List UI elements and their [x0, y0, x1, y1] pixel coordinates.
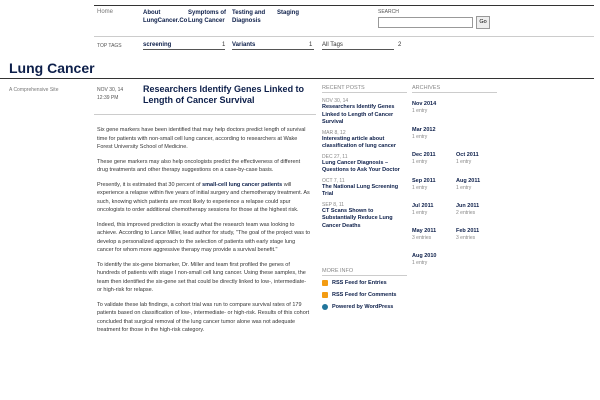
archive-count: 3 entries: [456, 235, 476, 241]
recent-post-date: DEC 27, 11: [322, 153, 348, 160]
archive-month-link[interactable]: Aug 2011: [456, 178, 481, 184]
title-left-rule: [0, 78, 94, 79]
recent-post-item: [322, 154, 407, 175]
search-label: SEARCH: [378, 9, 399, 15]
post-date: [97, 86, 123, 102]
archive-item: [456, 178, 480, 192]
recent-posts-rule: [322, 92, 407, 93]
tag-screening[interactable]: screening: [143, 42, 172, 48]
post-divider: [94, 114, 316, 115]
recent-post-item: [322, 98, 407, 127]
post-paragraph: Indeed, this improved prediction is exactly what the research team was looking to achieve. According to Lance Miller, lead author for study, "The goal of the project was to develop a personalized approach to the selection of patients with early stage lung cancer for whom more aggressive therapy may provide a survival benefit.": [97, 221, 311, 253]
recent-post-item: [322, 130, 407, 151]
archive-item: [412, 203, 433, 217]
archive-count: 1 entry: [412, 185, 428, 191]
archive-item: [456, 203, 479, 217]
recent-post-link[interactable]: The National Lung Screening Trial: [322, 183, 399, 197]
archive-count: 1 entry: [412, 159, 428, 165]
archive-month-link[interactable]: May 2011: [412, 228, 437, 234]
archive-month-link[interactable]: Nov 2014: [412, 101, 437, 107]
archive-item: [456, 228, 479, 242]
more-info-rule: [322, 275, 407, 276]
archive-count: 1 entry: [412, 108, 428, 114]
archive-month-link[interactable]: Mar 2012: [412, 127, 436, 133]
post-paragraph: To validate these lab findings, a cohort trial was run to compare survival rates of 179 patients based on classification of low-, intermediate- or high-risk. Results of this cohort concluded that surgical removal of the lung cancer tumor alone was not adequate treatment for those in the high-risk category.: [97, 301, 310, 333]
post-content: [97, 126, 312, 341]
archive-count: 1 entry: [412, 210, 428, 216]
archive-month-link[interactable]: Sep 2011: [412, 178, 436, 184]
wordpress-icon: [322, 304, 328, 310]
rss-comments-label: RSS Feed for Comments: [332, 292, 397, 298]
wordpress-label: Powered by WordPress: [332, 304, 394, 310]
tag-variants-underline: [232, 49, 314, 50]
archive-month-link[interactable]: Feb 2011: [456, 228, 480, 234]
search-go-button[interactable]: Go: [476, 16, 490, 29]
wordpress-link[interactable]: [322, 304, 393, 310]
nav-home[interactable]: Home: [97, 9, 114, 15]
archive-month-link[interactable]: Aug 2010: [412, 253, 437, 259]
recent-post-date: OCT 7, 11: [322, 177, 345, 184]
header-top-rule: [94, 5, 594, 6]
site-tagline: A Comprehensive Site: [9, 87, 59, 93]
recent-post-item: [322, 202, 407, 231]
post-paragraph: Six gene markers have been identified that may help doctors predict length of survival time for patients with non-small cell lung cancer, according to researchers at Wake Forest University School of Medicine.: [97, 127, 306, 150]
tag-all-underline: [322, 49, 394, 50]
nav-about[interactable]: About LungCancer.Co: [143, 10, 188, 24]
post-date-time: 12:39 PM: [97, 95, 119, 101]
tag-all-tags[interactable]: All Tags: [322, 42, 343, 48]
archive-month-link[interactable]: Dec 2011: [412, 152, 436, 158]
rss-entries-link[interactable]: [322, 280, 387, 286]
archive-item: [412, 127, 436, 141]
title-rule: [94, 78, 594, 79]
recent-post-date: MAR 8, 12: [322, 129, 346, 136]
recent-post-link[interactable]: Lung Cancer Diagnosis – Questions to Ask Your Doctor: [322, 159, 400, 173]
rss-comments-link[interactable]: [322, 292, 396, 298]
tag-variants[interactable]: Variants: [232, 42, 256, 48]
rss-icon: [322, 280, 328, 286]
rss-icon: [322, 292, 328, 298]
post-paragraph: These gene markers may also help oncologists predict the effectiveness of different drug treatments and other therapy suggestions on a case-by-case basis.: [97, 158, 301, 173]
archive-item: [456, 152, 479, 166]
recent-post-link[interactable]: Interesting article about classification of lung cancer: [322, 135, 396, 149]
archive-count: 2 entries: [456, 210, 476, 216]
more-info-heading: MORE INFO: [322, 268, 354, 274]
archive-count: 1 entry: [412, 260, 428, 266]
archive-count: 1 entry: [456, 159, 472, 165]
nav-symptoms[interactable]: Symptoms of Lung Cancer: [188, 10, 227, 24]
post-date-day: NOV 30, 14: [97, 87, 124, 93]
archives-heading: ARCHIVES: [412, 85, 441, 91]
archive-count: 1 entry: [456, 185, 472, 191]
nav-testing[interactable]: Testing and Diagnosis: [232, 10, 266, 24]
archive-item: [412, 228, 436, 242]
search-input[interactable]: [378, 17, 473, 28]
archive-item: [412, 101, 436, 115]
tag-screening-underline: [143, 49, 225, 50]
archive-month-link[interactable]: Jul 2011: [412, 203, 434, 209]
post-paragraph-text: Presently, it is estimated that 30 percent of: [97, 181, 201, 188]
tag-all-count: 2: [398, 42, 402, 48]
site-title[interactable]: Lung Cancer: [9, 60, 95, 76]
nav-staging[interactable]: Staging: [277, 10, 299, 16]
archive-item: [412, 178, 436, 192]
recent-post-item: [322, 178, 407, 199]
tag-variants-count: 1: [309, 42, 313, 48]
rss-entries-label: RSS Feed for Entries: [332, 280, 387, 286]
post-title[interactable]: Researchers Identify Genes Linked to Length of Cancer Survival: [143, 84, 305, 105]
recent-posts-heading: RECENT POSTS: [322, 85, 365, 91]
recent-post-date: SEP 8, 11: [322, 201, 345, 208]
recent-post-link[interactable]: Researchers Identify Genes Linked to Length of Cancer Survival: [322, 104, 395, 125]
archive-count: 3 entries: [412, 235, 432, 241]
post-paragraph-text: will experience a relapse within five years of initial surgery and chemotherapy treatment. As such, knowing which patients are most likely to experience a relapse could spur oncologists to order additional chemotherapy sessions for those at the highest risk.: [97, 181, 310, 213]
archive-month-link[interactable]: Jun 2011: [456, 203, 480, 209]
archive-month-link[interactable]: Oct 2011: [456, 152, 479, 158]
archive-count: 1 entry: [412, 134, 428, 140]
archives-rule: [412, 92, 497, 93]
recent-post-date: NOV 30, 14: [322, 98, 349, 104]
archive-item: [412, 253, 436, 267]
recent-post-link[interactable]: CT Scans Shown to Substantially Reduce Lung Cancer Deaths: [322, 207, 393, 229]
post-paragraph: [97, 181, 312, 215]
recent-posts-list: [322, 98, 407, 233]
small-cell-link[interactable]: small-cell lung cancer patients: [202, 181, 283, 188]
archive-item: [412, 152, 436, 166]
header-divider: [94, 36, 594, 37]
tag-screening-count: 1: [222, 42, 226, 48]
top-tags-label: TOP TAGS: [97, 43, 122, 49]
post-paragraph: To identify the six-gene biomarker, Dr. Miller and team first profiled the genes of hundreds of patients with stage I non-small cell lung cancer. Using these samples, the team then identified the six-gene set that could be directly linked to low-, intermediate- or high-risk for relapse.: [97, 261, 307, 293]
